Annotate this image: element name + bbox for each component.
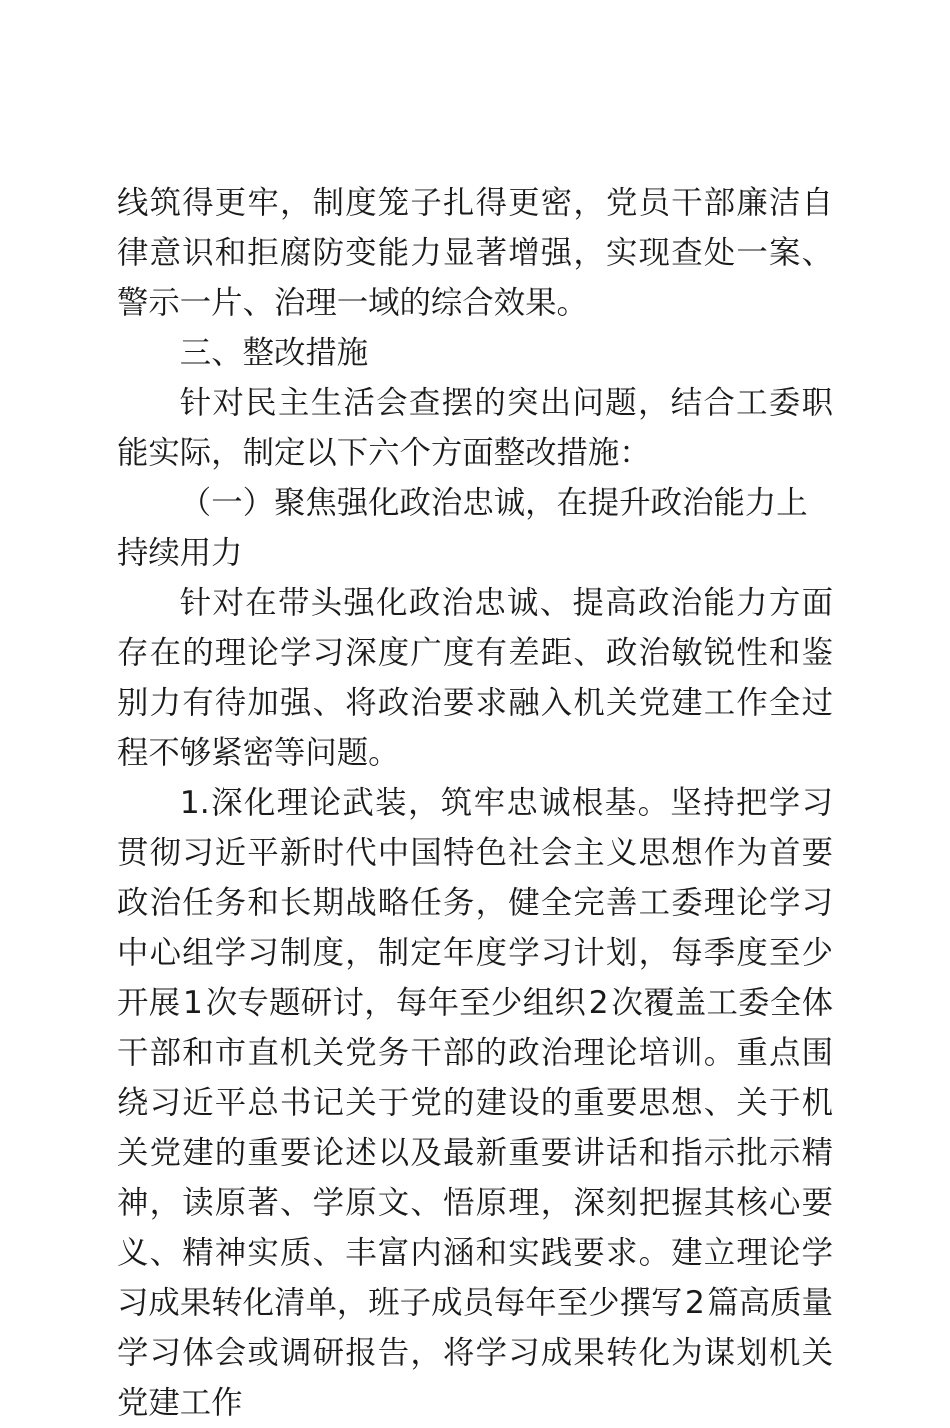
context-paragraph: 针对在带头强化政治忠诚、提高政治能力方面存在的理论学习深度广度有差距、政治敏锐性和鉴别力有待加强、将政治要求融入机关党建工作全过程不够紧密等问题。 [117,585,833,771]
annual-reports-count: 2 [684,1285,705,1321]
continuation-paragraph: 线筑得更牢，制度笼子扎得更密，党员干部廉洁自律意识和拒腐防变能力显著增强，实现查处一案、警示一片、治理一域的综合效果。 [117,185,833,321]
numbered-item-1-marker: 1. [179,785,210,821]
numbered-item-1-text-part-3: 次覆盖工委全体干部和市直机关党务干部的政治理论培训。重点围绕习近平总书记关于党的建设的重要思想、关于机关党建的重要论述以及最新重要讲话和指示批示精神，读原著、学原文、悟原理，深刻把握其核心要义、精神实质、丰富内涵和实践要求。建立理论学习成果转化清单，班子成员每年至少撰写 [117,985,833,1321]
annual-trainings-count: 2 [588,985,609,1021]
numbered-item-1-text-part-4: 篇高质量学习体会或调研报告，将学习成果转化为谋划机关党建工作 [117,1285,833,1421]
quarterly-sessions-count: 1 [182,985,203,1021]
lead-in-paragraph: 针对民主生活会查摆的突出问题，结合工委职能实际，制定以下六个方面整改措施： [117,385,833,471]
document-text-column [117,178,833,1428]
numbered-item-1-text-part-1: 深化理论武装，筑牢忠诚根基。坚持把学习贯彻习近平新时代中国特色社会主义思想作为首要政治任务和长期战略任务，健全完善工委理论学习中心组学习制度，制定年度学习计划，每季度至少开展 [117,785,833,1021]
subsection-heading-one: （一）聚焦强化政治忠诚，在提升政治能力上持续用力 [117,485,808,571]
numbered-item-1-text-part-2: 次专题研讨，每年至少组织 [205,985,587,1021]
numbered-item-1 [117,778,833,1428]
section-heading-three: 三、整改措施 [179,335,369,371]
